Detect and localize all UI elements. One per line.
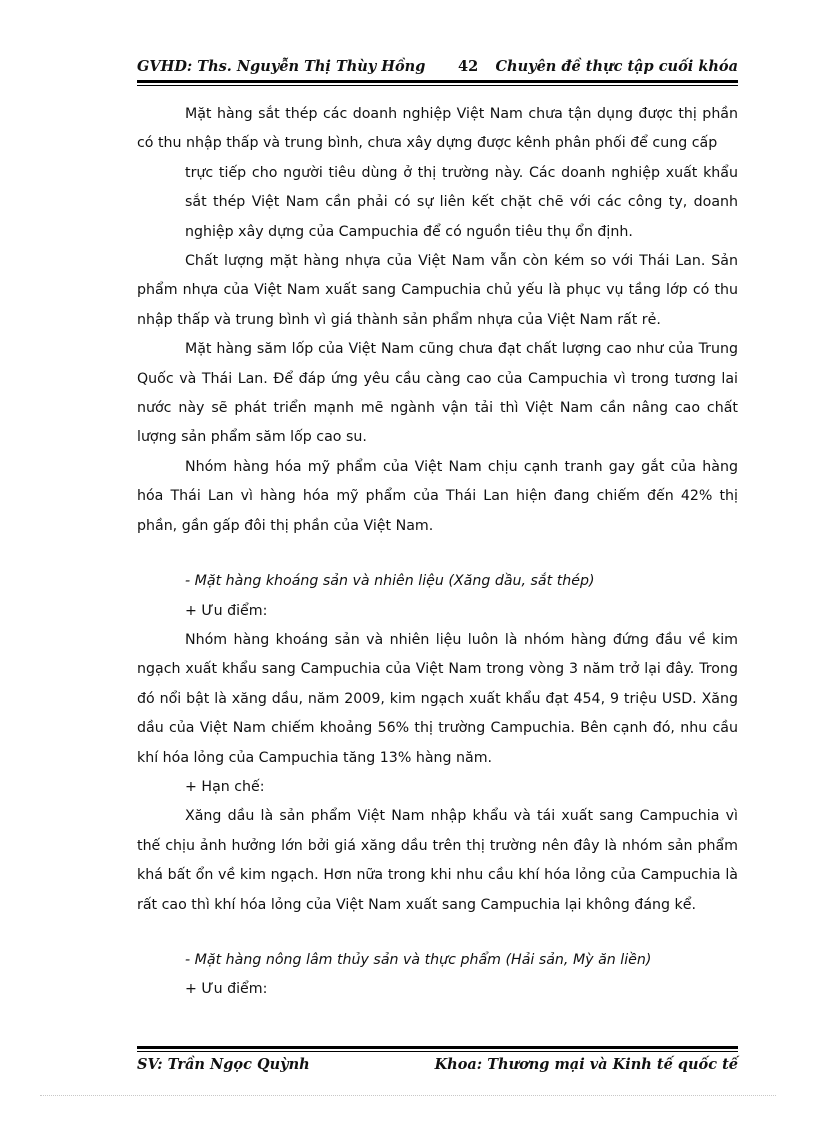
document-body [137,100,738,1005]
footer-rule [137,1046,738,1049]
advantages-label: + Ưu điểm: [185,602,268,619]
spacer [137,541,738,567]
limitations-label: + Hạn chế: [185,778,265,795]
section-heading: - Mặt hàng khoáng sản và nhiên liệu (Xăng dầu, sắt thép) [185,573,595,590]
header-title: Chuyên đề thực tập cuối khóa [495,58,738,75]
header-advisor: GVHD: Ths. Nguyễn Thị Thùy Hồng [137,58,426,75]
paragraph: trực tiếp cho người tiêu dùng ở thị trường này. Các doanh nghiệp xuất khẩu sắt thép Việt Nam cần phải có sự liên kết chặt chẽ với các công ty, doanh nghiệp xây dựng của Campuchia để có nguồn tiêu thụ ổn định. [185,164,738,240]
paragraph: Mặt hàng sắt thép các doanh nghiệp Việt Nam chưa tận dụng được thị phần có thu nhập thấp và trung bình, chưa xây dựng được kênh phân phối để cung cấp [137,106,738,152]
paragraph: Mặt hàng săm lốp của Việt Nam cũng chưa đạt chất lượng cao như của Trung Quốc và Thái Lan. Để đáp ứng yêu cầu càng cao của Campuchia vì trong tương lai nước này sẽ phát triển mạnh mẽ ngành vận tải thì Việt Nam cần nâng cao chất lượng sản phẩm săm lốp cao su. [137,341,738,446]
paragraph: Xăng dầu là sản phẩm Việt Nam nhập khẩu và tái xuất sang Campuchia vì thế chịu ảnh hưởng lớn bởi giá xăng dầu trên thị trường nên đây là nhóm sản phẩm khá bất ổn về kim ngạch. Hơn nữa trong khi nhu cầu khí hóa lỏng của Campuchia là rất cao thì khí hóa lỏng của Việt Nam xuất sang Campuchia lại không đáng kể. [137,808,738,913]
footer-faculty: Khoa: Thương mại và Kinh tế quốc tế [434,1056,738,1073]
paragraph: Nhóm hàng hóa mỹ phẩm của Việt Nam chịu cạnh tranh gay gắt của hàng hóa Thái Lan vì hàng hóa mỹ phẩm của Thái Lan hiện đang chiếm đến 42% thị phần, gần gấp đôi thị phần của Việt Nam. [137,458,738,534]
spacer [137,920,738,946]
advantages-label: + Ưu điểm: [185,981,268,998]
paragraph: Chất lượng mặt hàng nhựa của Việt Nam vẫn còn kém so với Thái Lan. Sản phẩm nhựa của Việt Nam xuất sang Campuchia chủ yếu là phục vụ tầng lớp có thu nhập thấp và trung bình vì giá thành sản phẩm nhựa của Việt Nam rất rẻ. [137,253,738,328]
page-edge-dotted-line [40,1095,776,1096]
header-rule-thin [137,85,738,86]
section-heading: - Mặt hàng nông lâm thủy sản và thực phẩm (Hải sản, Mỳ ăn liền) [185,951,652,968]
page-number: 42 [458,58,479,75]
footer-student: SV: Trần Ngọc Quỳnh [137,1056,310,1073]
paragraph: Nhóm hàng khoáng sản và nhiên liệu luôn là nhóm hàng đứng đầu về kim ngạch xuất khẩu sang Campuchia của Việt Nam trong vòng 3 năm trở lại đây. Trong đó nổi bật là xăng dầu, năm 2009, kim ngạch xuất khẩu đạt 454, 9 triệu USD. Xăng dầu của Việt Nam chiếm khoảng 56% thị trường Campuchia. Bên cạnh đó, nhu cầu khí hóa lỏng của Campuchia tăng 13% hàng năm. [137,631,738,766]
header-rule [137,80,738,83]
footer-rule-thin [137,1051,738,1052]
